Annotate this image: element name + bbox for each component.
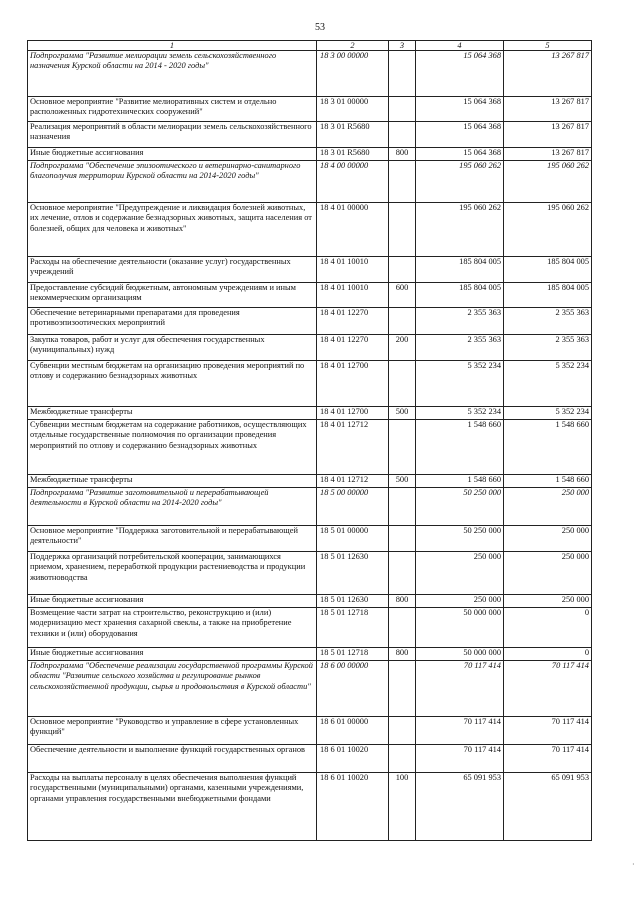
table-row: [28, 257, 592, 283]
row-name: Основное мероприятие "Развитие мелиоративных систем и отдельно расположенных гидротехнических сооружений": [28, 97, 317, 122]
row-name: Подпрограмма "Обеспечение эпизоотического и ветеринарно-санитарного благополучия территории Курской области на 2014-2020 годы": [28, 161, 317, 203]
row-vr: 800: [389, 148, 416, 161]
row-value-2: 195 060 262: [504, 161, 592, 203]
row-code: 18 5 01 12630: [317, 552, 389, 595]
row-value-1: 185 804 005: [416, 283, 504, 308]
row-code: 18 5 00 00000: [317, 488, 389, 526]
row-value-1: 250 000: [416, 595, 504, 608]
row-name: Иные бюджетные ассигнования: [28, 595, 317, 608]
header-col-5: 5: [504, 41, 592, 51]
table-row: [28, 283, 592, 308]
table-row: [28, 335, 592, 361]
row-vr: 600: [389, 283, 416, 308]
row-value-2: 185 804 005: [504, 283, 592, 308]
row-value-1: 15 064 368: [416, 97, 504, 122]
page-number: 53: [315, 22, 325, 33]
row-code: 18 4 00 00000: [317, 161, 389, 203]
row-value-1: 185 804 005: [416, 257, 504, 283]
row-vr: [389, 608, 416, 648]
row-value-2: 2 355 363: [504, 335, 592, 361]
row-vr: 100: [389, 773, 416, 841]
row-code: 18 5 01 12718: [317, 608, 389, 648]
row-vr: [389, 361, 416, 407]
table-row: [28, 51, 592, 97]
row-code: 18 4 01 12700: [317, 361, 389, 407]
header-col-1: 1: [28, 41, 317, 51]
row-value-1: 50 000 000: [416, 608, 504, 648]
row-value-1: 50 000 000: [416, 648, 504, 661]
row-vr: 200: [389, 335, 416, 361]
table-row: [28, 488, 592, 526]
table-row: [28, 361, 592, 407]
row-name: Поддержка организаций потребительской кооперации, занимающихся приемом, хранением, переработкой продукции растениеводства и продукции животноводства: [28, 552, 317, 595]
row-name: Обеспечение деятельности и выполнение функций государственных органов: [28, 745, 317, 773]
header-col-4: 4: [416, 41, 504, 51]
row-vr: [389, 552, 416, 595]
row-value-2: 65 091 953: [504, 773, 592, 841]
row-value-1: 15 064 368: [416, 122, 504, 148]
row-code: 18 4 01 12712: [317, 475, 389, 488]
row-vr: [389, 420, 416, 475]
row-vr: [389, 488, 416, 526]
row-value-1: 5 352 234: [416, 407, 504, 420]
row-name: Закупка товаров, работ и услуг для обеспечения государственных (муниципальных) нужд: [28, 335, 317, 361]
row-value-2: 13 267 817: [504, 51, 592, 97]
row-vr: [389, 97, 416, 122]
row-value-1: 65 091 953: [416, 773, 504, 841]
row-code: 18 3 01 00000: [317, 97, 389, 122]
table-row: [28, 773, 592, 841]
row-value-1: 15 064 368: [416, 148, 504, 161]
row-code: 18 4 01 12700: [317, 407, 389, 420]
row-value-2: 250 000: [504, 488, 592, 526]
row-code: 18 3 01 R5680: [317, 122, 389, 148]
table-row: [28, 308, 592, 335]
row-value-1: 50 250 000: [416, 488, 504, 526]
row-value-1: 1 548 660: [416, 420, 504, 475]
row-vr: [389, 308, 416, 335]
row-name: Расходы на обеспечение деятельности (оказание услуг) государственных учреждений: [28, 257, 317, 283]
row-code: 18 4 01 12270: [317, 335, 389, 361]
row-value-1: 195 060 262: [416, 161, 504, 203]
row-value-2: 250 000: [504, 526, 592, 552]
row-vr: [389, 203, 416, 257]
row-value-2: 250 000: [504, 595, 592, 608]
table-row: [28, 526, 592, 552]
row-code: 18 5 01 12630: [317, 595, 389, 608]
row-name: Предоставление субсидий бюджетным, автономным учреждениям и иным некоммерческим организациям: [28, 283, 317, 308]
header-col-2: 2: [317, 41, 389, 51]
budget-table: [27, 40, 592, 841]
row-code: 18 3 01 R5680: [317, 148, 389, 161]
row-value-1: 70 117 414: [416, 745, 504, 773]
row-name: Реализация мероприятий в области мелиорации земель сельскохозяйственного назначения: [28, 122, 317, 148]
row-value-1: 1 548 660: [416, 475, 504, 488]
row-value-2: 1 548 660: [504, 475, 592, 488]
row-name: Подпрограмма "Обеспечение реализации государственной программы Курской области "Развитие сельского хозяйства и регулирование рынков сельскохозяйственной продукции, сырья и продовольствия в Курской области": [28, 661, 317, 717]
table-header-row: [28, 41, 592, 51]
header-col-3: 3: [389, 41, 416, 51]
row-code: 18 6 01 10020: [317, 773, 389, 841]
row-value-1: 15 064 368: [416, 51, 504, 97]
row-code: 18 4 01 12270: [317, 308, 389, 335]
table-row: [28, 148, 592, 161]
row-value-2: 185 804 005: [504, 257, 592, 283]
table-row: [28, 122, 592, 148]
row-vr: [389, 717, 416, 745]
row-value-2: 1 548 660: [504, 420, 592, 475]
row-name: Иные бюджетные ассигнования: [28, 648, 317, 661]
row-value-2: 13 267 817: [504, 148, 592, 161]
edge-mark: ·: [632, 860, 635, 869]
row-value-2: 70 117 414: [504, 661, 592, 717]
row-code: 18 4 01 10010: [317, 257, 389, 283]
row-name: Субвенции местным бюджетам на содержание работников, осуществляющих отдельные государственные полномочия по организации проведения мероприятий по отлову и содержанию безнадзорных животных: [28, 420, 317, 475]
row-value-2: 70 117 414: [504, 745, 592, 773]
row-value-2: 5 352 234: [504, 361, 592, 407]
row-name: Обеспечение ветеринарными препаратами для проведения противоэпизоотических мероприятий: [28, 308, 317, 335]
row-value-2: 5 352 234: [504, 407, 592, 420]
table-row: [28, 407, 592, 420]
row-name: Подпрограмма "Развитие мелиорации земель сельскохозяйственного назначения Курской области на 2014 - 2020 годы": [28, 51, 317, 97]
row-value-1: 5 352 234: [416, 361, 504, 407]
row-vr: [389, 661, 416, 717]
row-value-2: 70 117 414: [504, 717, 592, 745]
row-vr: 500: [389, 407, 416, 420]
row-value-1: 70 117 414: [416, 717, 504, 745]
row-name: Иные бюджетные ассигнования: [28, 148, 317, 161]
row-code: 18 5 01 12718: [317, 648, 389, 661]
table-row: [28, 717, 592, 745]
row-value-1: 2 355 363: [416, 335, 504, 361]
table-row: [28, 661, 592, 717]
table-row: [28, 475, 592, 488]
row-code: 18 4 01 10010: [317, 283, 389, 308]
row-code: 18 6 01 10020: [317, 745, 389, 773]
row-name: Расходы на выплаты персоналу в целях обеспечения выполнения функций государственными (муниципальными) органами, казенными учреждениями, органами управления государственными внебюджетными фондами: [28, 773, 317, 841]
row-code: 18 3 00 00000: [317, 51, 389, 97]
row-name: Основное мероприятие "Поддержка заготовительной и перерабатывающей деятельности": [28, 526, 317, 552]
table-row: [28, 745, 592, 773]
row-value-2: 195 060 262: [504, 203, 592, 257]
table-row: [28, 161, 592, 203]
row-code: 18 4 01 12712: [317, 420, 389, 475]
row-vr: [389, 257, 416, 283]
row-name: Межбюджетные трансферты: [28, 407, 317, 420]
table-row: [28, 608, 592, 648]
row-value-2: 0: [504, 648, 592, 661]
table-row: [28, 97, 592, 122]
row-vr: [389, 745, 416, 773]
table-row: [28, 648, 592, 661]
row-code: 18 6 01 00000: [317, 717, 389, 745]
row-value-1: 2 355 363: [416, 308, 504, 335]
row-value-1: 50 250 000: [416, 526, 504, 552]
row-vr: 800: [389, 595, 416, 608]
row-value-2: 13 267 817: [504, 122, 592, 148]
row-value-2: 2 355 363: [504, 308, 592, 335]
row-name: Подпрограмма "Развитие заготовительной и перерабатывающей деятельности в Курской области на 2014-2020 годы": [28, 488, 317, 526]
row-name: Основное мероприятие "Руководство и управление в сфере установленных функций": [28, 717, 317, 745]
row-code: 18 6 00 00000: [317, 661, 389, 717]
row-vr: 500: [389, 475, 416, 488]
row-vr: [389, 526, 416, 552]
row-value-2: 13 267 817: [504, 97, 592, 122]
row-code: 18 5 01 00000: [317, 526, 389, 552]
row-name: Межбюджетные трансферты: [28, 475, 317, 488]
row-vr: 800: [389, 648, 416, 661]
table-row: [28, 420, 592, 475]
row-code: 18 4 01 00000: [317, 203, 389, 257]
row-name: Возмещение части затрат на строительство, реконструкцию и (или) модернизацию мест хранения сахарной свеклы, а также на приобретение техники и (или) оборудования: [28, 608, 317, 648]
table-row: [28, 203, 592, 257]
row-vr: [389, 122, 416, 148]
table-row: [28, 595, 592, 608]
table-row: [28, 552, 592, 595]
row-name: Основное мероприятие "Предупреждение и ликвидация болезней животных, их лечение, отлов и содержание безнадзорных животных, защита населения от болезней, общих для человека и животных": [28, 203, 317, 257]
row-vr: [389, 51, 416, 97]
row-value-1: 70 117 414: [416, 661, 504, 717]
row-vr: [389, 161, 416, 203]
row-name: Субвенции местным бюджетам на организацию проведения мероприятий по отлову и содержанию безнадзорных животных: [28, 361, 317, 407]
row-value-2: 250 000: [504, 552, 592, 595]
row-value-1: 250 000: [416, 552, 504, 595]
row-value-2: 0: [504, 608, 592, 648]
row-value-1: 195 060 262: [416, 203, 504, 257]
